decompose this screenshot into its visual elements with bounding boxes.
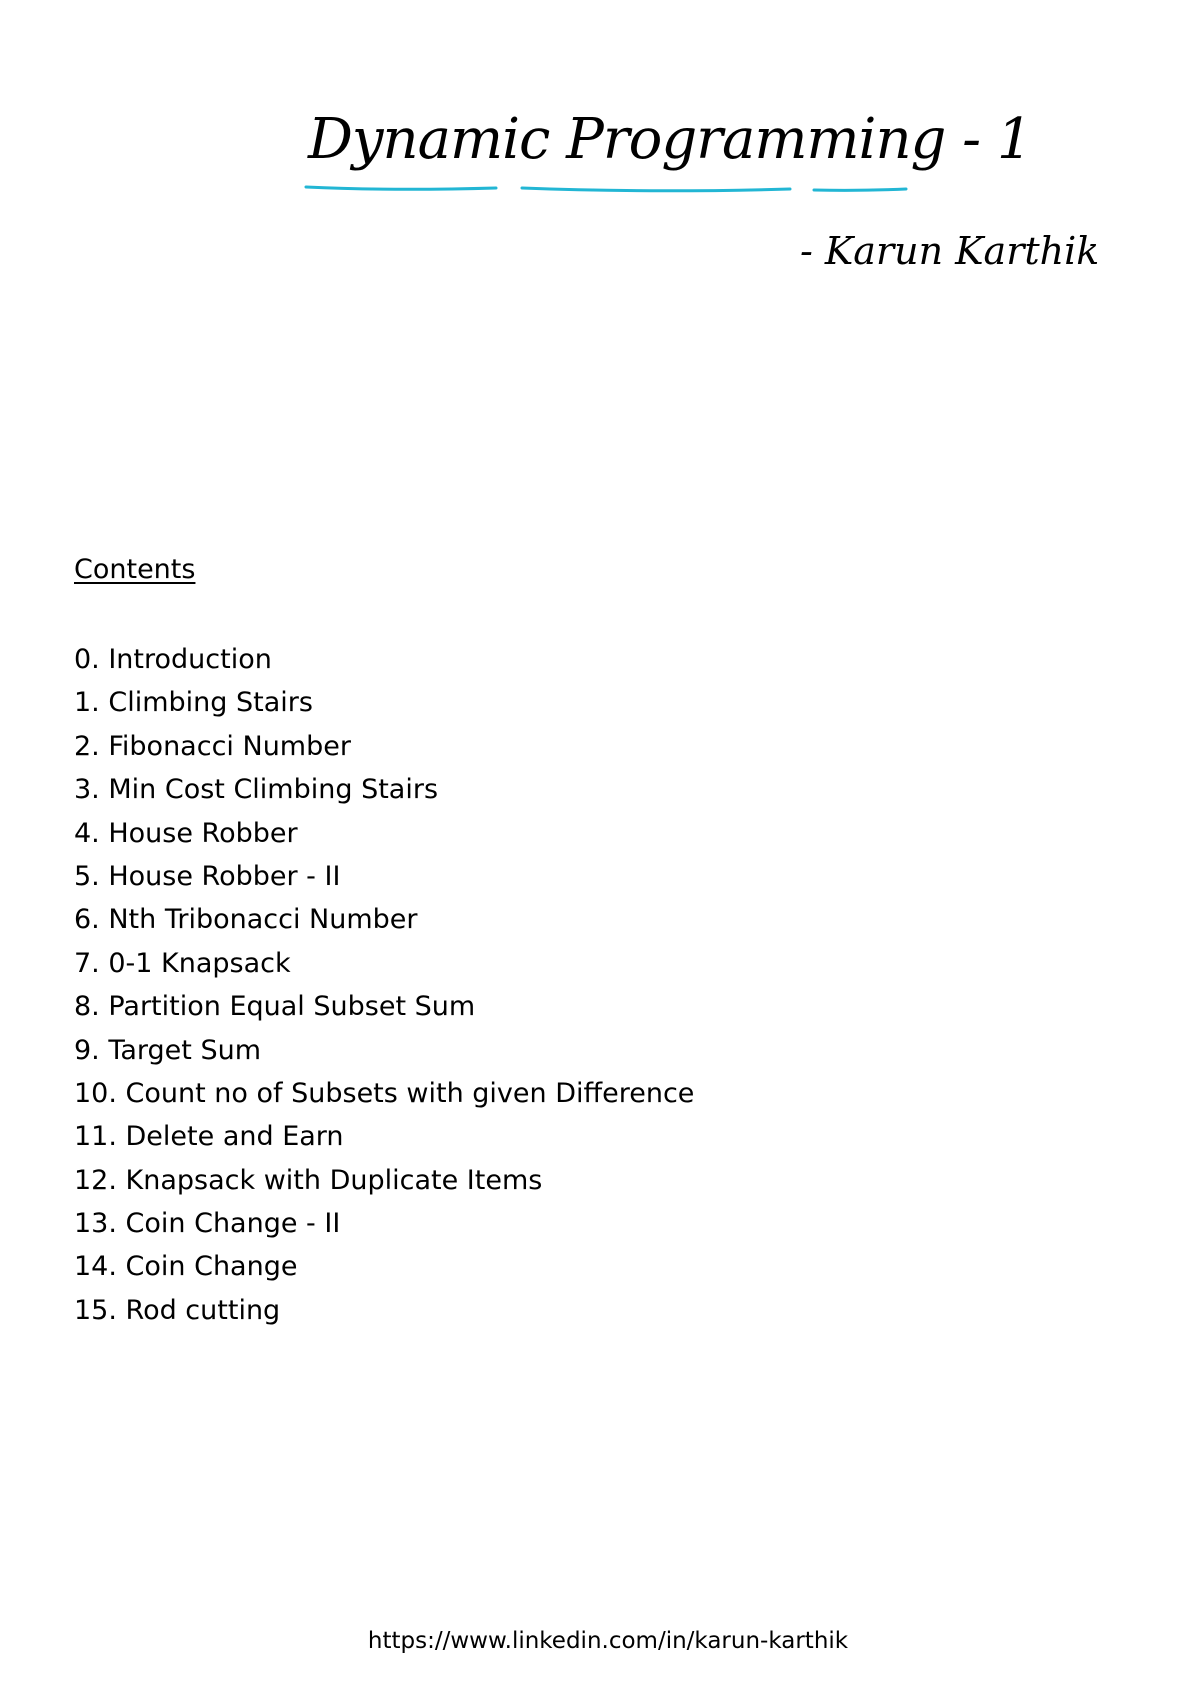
title-block — [300, 100, 1032, 200]
toc-item: 2. Fibonacci Number — [74, 730, 351, 762]
toc-item: 9. Target Sum — [74, 1034, 262, 1066]
toc-item: 15. Rod cutting — [74, 1294, 281, 1326]
toc-item: 3. Min Cost Climbing Stairs — [74, 774, 439, 806]
toc-item: 14. Coin Change — [74, 1251, 298, 1283]
toc-item: 5. House Robber - II — [74, 860, 341, 892]
toc-item: 13. Coin Change - II — [74, 1208, 341, 1240]
footer-link[interactable]: https://www.linkedin.com/in/karun-karthik — [367, 1628, 849, 1654]
toc-item: 8. Partition Equal Subset Sum — [74, 991, 476, 1023]
toc-item: 12. Knapsack with Duplicate Items — [74, 1164, 543, 1196]
contents-heading: Contents — [74, 554, 196, 585]
toc-item: 11. Delete and Earn — [74, 1121, 344, 1153]
title-underline-stroke-3 — [814, 189, 906, 190]
toc-item: 4. House Robber — [74, 817, 298, 849]
title-underline-stroke-2 — [522, 188, 790, 191]
author-name: - Karun Karthik — [800, 229, 1100, 273]
toc-item: 1. Climbing Stairs — [74, 687, 313, 719]
toc-item: 10. Count no of Subsets with given Difference — [74, 1077, 695, 1109]
page-title: Dynamic Programming - 1 — [308, 107, 1032, 172]
title-underline — [300, 184, 920, 200]
title-underline-stroke-1 — [306, 187, 496, 189]
toc-item: 7. 0-1 Knapsack — [74, 947, 291, 979]
table-of-contents — [74, 638, 694, 1332]
toc-item: 0. Introduction — [74, 644, 272, 675]
toc-item: 6. Nth Tribonacci Number — [74, 904, 418, 936]
